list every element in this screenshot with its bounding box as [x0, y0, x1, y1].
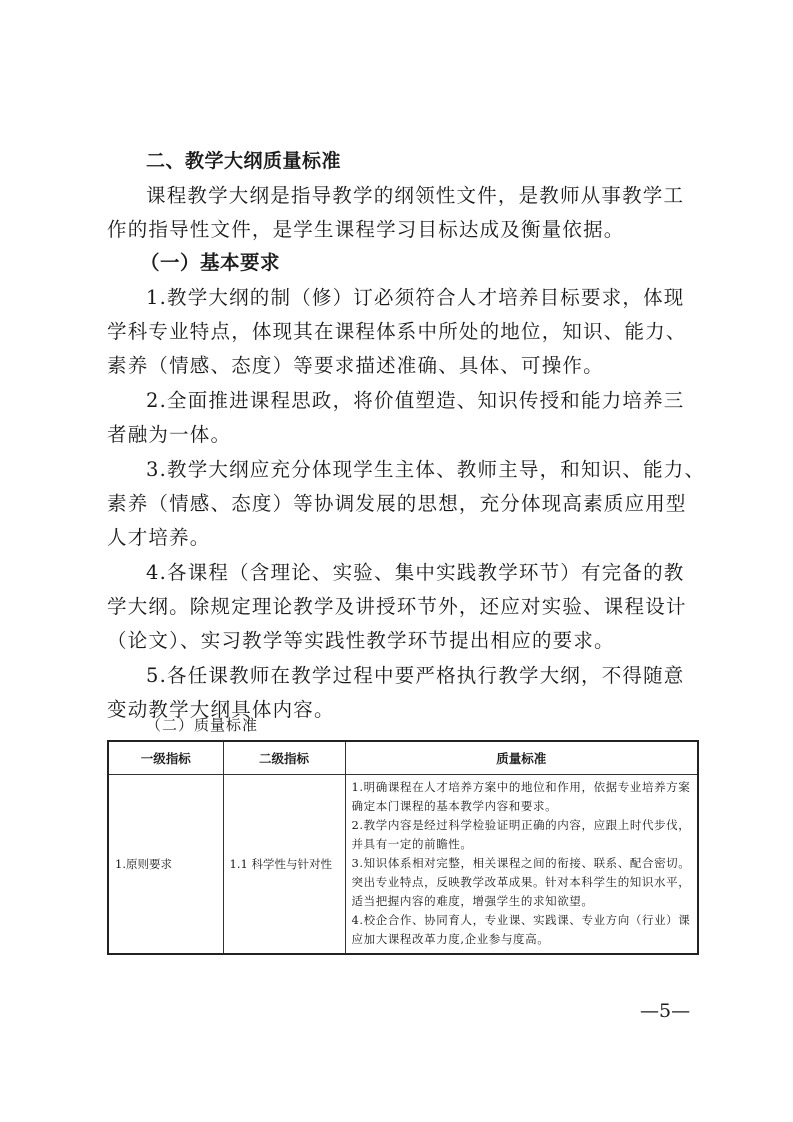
- requirement-item-1-line: 素养（情感、态度）等要求描述准确、具体、可操作。: [107, 354, 604, 377]
- requirement-item-3-line: 人才培养。: [107, 526, 211, 549]
- subsection-heading-quality-standards: （二）质量标准: [146, 716, 259, 734]
- requirement-item-4-line: 学大纲。除规定理论教学及讲授环节外，还应对实验、课程设计: [107, 595, 687, 618]
- requirement-item-4-line: 4.各课程（含理论、实验、集中实践教学环节）有完备的教: [146, 561, 685, 584]
- intro-line: 课程教学大纲是指导教学的纲领性文件，是教师从事教学工: [146, 184, 685, 207]
- subsection-heading-basic-requirements: （一）基本要求: [140, 251, 281, 274]
- requirement-item-3-line: 素养（情感、态度）等协调发展的思想，充分体现高素质应用型: [107, 492, 687, 515]
- requirement-item-2-line: 者融为一体。: [107, 423, 232, 446]
- requirement-item-4-line: （论文）、实习教学等实践性教学环节提出相应的要求。: [107, 629, 615, 652]
- quality-criteria-cell: [345, 775, 698, 955]
- criteria-item: 3.知识体系相对完整，相关课程之间的衔接、联系、配合密切。突出专业特点，反映教学改革成果。针对本科学生的知识水平，适当把握内容的难度，增强学生的求知欲望。: [351, 856, 691, 908]
- column-header-level1: 一级指标: [108, 741, 223, 775]
- criteria-item: 4.校企合作、协同育人，专业课、实践课、专业方向（行业）课应加大课程改革力度,企业参与度高。: [351, 913, 691, 946]
- requirement-item-5-line: 5.各任课教师在教学过程中要严格执行教学大纲，不得随意: [146, 664, 685, 687]
- section-heading: 二、教学大纲质量标准: [146, 150, 342, 172]
- page-number: —5—: [640, 1000, 691, 1022]
- level2-indicator-cell: 1.1 科学性与针对性: [223, 775, 345, 955]
- requirement-item-1-line: 1.教学大纲的制（修）订必须符合人才培养目标要求，体现: [146, 286, 685, 309]
- table-header-row: [108, 741, 698, 775]
- table-row: [108, 775, 698, 955]
- requirement-item-5-line: 变动教学大纲具体内容。: [107, 698, 335, 721]
- level1-indicator-cell: 1.原则要求: [108, 775, 223, 955]
- criteria-item: 2.教学内容是经过科学检验证明正确的内容，应跟上时代步伐，并具有一定的前瞻性。: [351, 818, 691, 851]
- requirement-item-2-line: 2.全面推进课程思政，将价值塑造、知识传授和能力培养三: [146, 389, 685, 412]
- criteria-item: 1.明确课程在人才培养方案中的地位和作用，依据专业培养方案确定本门课程的基本教学内容和要求。: [351, 780, 691, 813]
- requirement-item-3-line: 3.教学大纲应充分体现学生主体、教师主导，和知识、能力、: [146, 458, 706, 481]
- requirement-item-1-line: 学科专业特点，体现其在课程体系中所处的地位，知识、能力、: [107, 320, 687, 343]
- quality-standards-table: [107, 740, 699, 955]
- column-header-level2: 二级指标: [223, 741, 345, 775]
- intro-line: 作的指导性文件，是学生课程学习目标达成及衡量依据。: [107, 218, 625, 241]
- column-header-criteria: 质量标准: [345, 741, 698, 775]
